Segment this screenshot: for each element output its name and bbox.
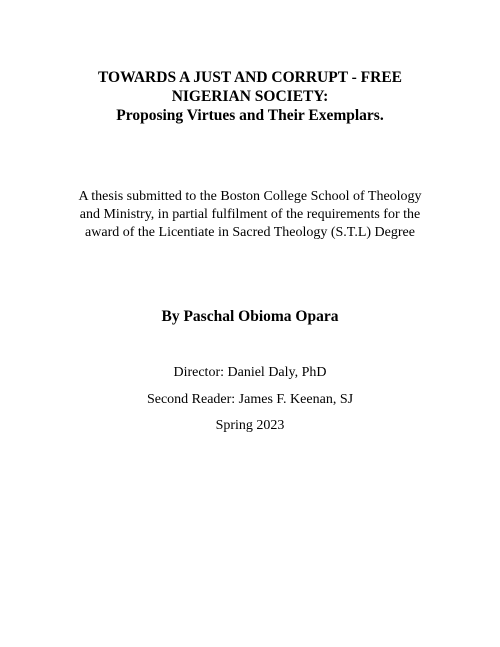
thesis-title-line-2: NIGERIAN SOCIETY: xyxy=(171,88,329,105)
thesis-director: Director: Daniel Daly, PhD xyxy=(173,365,327,380)
thesis-title-line-1: TOWARDS A JUST AND CORRUPT - FREE xyxy=(97,69,403,86)
second-reader: Second Reader: James F. Keenan, SJ xyxy=(146,392,354,407)
thesis-subtitle: Proposing Virtues and Their Exemplars. xyxy=(116,107,384,124)
submission-statement-line-3: award of the Licentiate in Sacred Theology (S.T.L) Degree xyxy=(85,225,415,240)
submission-date: Spring 2023 xyxy=(215,418,285,433)
author-name: By Paschal Obioma Opara xyxy=(161,308,339,325)
submission-statement-line-2: and Ministry, in partial fulfilment of the requirements for the xyxy=(79,207,421,222)
submission-statement-line-1: A thesis submitted to the Boston College School of Theology xyxy=(78,189,422,204)
